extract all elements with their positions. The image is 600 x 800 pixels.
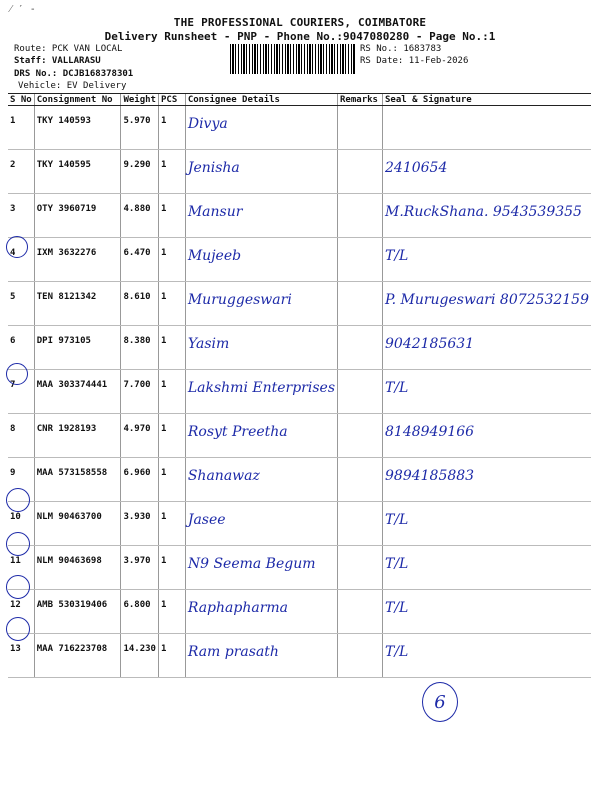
consignee-text: Yasim (187, 336, 230, 352)
circle-mark-10 (6, 488, 30, 512)
signature-text: T/L (385, 644, 409, 660)
remarks-cell (338, 414, 383, 458)
weight-cell (121, 194, 159, 238)
consignee-text: Ram prasath (187, 644, 279, 660)
consignee-cell (185, 150, 337, 194)
remarks-cell (338, 370, 383, 414)
sno-cell (8, 150, 34, 194)
col-weight: Weight (121, 94, 159, 106)
remarks-cell (338, 326, 383, 370)
col-consignee: Consignee Details (185, 94, 337, 106)
sno-cell (8, 282, 34, 326)
pcs-text: 1 (160, 160, 167, 170)
signature-text: T/L (385, 248, 409, 264)
weight-text: 6.960 (123, 468, 151, 478)
signature-cell (383, 370, 592, 414)
weight-cell (121, 326, 159, 370)
signature-text: 9042185631 (385, 336, 475, 352)
rs-number: RS No.: 1683783 (360, 44, 442, 54)
consignee-cell (185, 634, 337, 678)
route-label: Route: PCK VAN LOCAL (14, 44, 123, 54)
table-row (8, 194, 591, 238)
consignee-cell (185, 194, 337, 238)
consignment-text: OTY 3960719 (36, 204, 97, 214)
remarks-cell (338, 590, 383, 634)
weight-cell (121, 106, 159, 150)
pcs-cell (158, 194, 185, 238)
remarks-cell (338, 238, 383, 282)
consignee-cell (185, 458, 337, 502)
pcs-text: 1 (160, 116, 167, 126)
consignment-text: MAA 573158558 (36, 468, 108, 478)
consignee-text: N9 Seema Begum (187, 556, 316, 572)
consignment-text: IXM 3632276 (36, 248, 97, 258)
weight-text: 7.700 (123, 380, 151, 390)
pcs-cell (158, 282, 185, 326)
table-row (8, 150, 591, 194)
sno-text: 3 (10, 204, 16, 214)
runsheet-subtitle: Delivery Runsheet - PNP - Phone No.:9047080280 - Page No.:1 (104, 30, 496, 43)
signature-text: T/L (385, 512, 409, 528)
weight-text: 8.380 (123, 336, 151, 346)
pcs-text: 1 (160, 248, 167, 258)
table-row (8, 458, 591, 502)
weight-text: 3.930 (123, 512, 151, 522)
consignment-cell (34, 106, 121, 150)
sno-cell (8, 414, 34, 458)
consignment-cell (34, 282, 121, 326)
consignee-cell (185, 282, 337, 326)
consignee-cell (185, 106, 337, 150)
weight-cell (121, 502, 159, 546)
sno-text: 8 (10, 424, 16, 434)
consignment-text: TKY 140593 (36, 116, 91, 126)
pcs-text: 1 (160, 292, 167, 302)
remarks-cell (338, 458, 383, 502)
consignment-text: MAA 303374441 (36, 380, 108, 390)
sno-text: 7 (10, 380, 16, 390)
weight-text: 9.290 (123, 160, 151, 170)
table-row (8, 326, 591, 370)
pcs-text: 1 (160, 424, 167, 434)
signature-text: 2410654 (385, 160, 448, 176)
pcs-cell (158, 238, 185, 282)
sno-text: 10 (10, 512, 21, 522)
weight-cell (121, 634, 159, 678)
signature-text: 9894185883 (385, 468, 475, 484)
consignment-text: MAA 716223708 (36, 644, 108, 654)
pcs-cell (158, 502, 185, 546)
signature-text: T/L (385, 556, 409, 572)
barcode-image (230, 44, 356, 74)
consignment-text: TEN 8121342 (36, 292, 97, 302)
weight-text: 4.880 (123, 204, 151, 214)
corner-marks: ⁄ ′ ‐ (10, 4, 36, 15)
table-row (8, 414, 591, 458)
sno-text: 9 (10, 468, 16, 478)
pcs-text: 1 (160, 600, 167, 610)
remarks-cell (338, 150, 383, 194)
consignment-cell (34, 414, 121, 458)
signature-cell (383, 194, 592, 238)
rs-date: RS Date: 11-Feb-2026 (360, 56, 469, 66)
consignment-text: DPI 973105 (36, 336, 91, 346)
col-consignment: Consignment No (34, 94, 121, 106)
pcs-cell (158, 458, 185, 502)
sno-text: 2 (10, 160, 16, 170)
consignee-text: Shanawaz (187, 468, 260, 484)
circle-mark-12 (6, 575, 30, 599)
pcs-text: 1 (160, 512, 167, 522)
signature-text: T/L (385, 380, 409, 396)
consignment-text: NLM 90463700 (36, 512, 102, 522)
signature-cell (383, 106, 592, 150)
weight-cell (121, 546, 159, 590)
sno-cell (8, 194, 34, 238)
consignee-text: Jenisha (187, 160, 240, 176)
consignee-cell (185, 502, 337, 546)
weight-text: 4.970 (123, 424, 151, 434)
signature-cell (383, 326, 592, 370)
remarks-cell (338, 106, 383, 150)
consignment-cell (34, 502, 121, 546)
sno-cell (8, 106, 34, 150)
col-sno: S No (8, 94, 34, 106)
weight-cell (121, 590, 159, 634)
signature-cell (383, 150, 592, 194)
table-row (8, 634, 591, 678)
sno-text: 13 (10, 644, 21, 654)
consignment-text: TKY 140595 (36, 160, 91, 170)
weight-text: 3.970 (123, 556, 151, 566)
signature-text: T/L (385, 600, 409, 616)
pcs-cell (158, 414, 185, 458)
consignee-cell (185, 414, 337, 458)
vehicle-label: Vehicle: EV Delivery (18, 81, 127, 91)
pcs-text: 1 (160, 644, 167, 654)
staff-label: Staff: VALLARASU (14, 56, 101, 66)
sno-text: 5 (10, 292, 16, 302)
consignment-cell (34, 590, 121, 634)
consignment-cell (34, 150, 121, 194)
signature-cell (383, 238, 592, 282)
sno-text: 4 (10, 248, 16, 258)
signature-cell (383, 458, 592, 502)
remarks-cell (338, 194, 383, 238)
consignee-text: Lakshmi Enterprises (187, 380, 336, 396)
consignee-text: Raphapharma (187, 600, 289, 616)
sno-text: 1 (10, 116, 16, 126)
consignee-text: Divya (187, 116, 228, 132)
signature-text: P. Murugeswari 8072532159 (385, 292, 589, 308)
pcs-cell (158, 634, 185, 678)
consignee-cell (185, 326, 337, 370)
circle-mark-13 (6, 617, 30, 641)
pcs-text: 1 (160, 336, 167, 346)
pcs-cell (158, 590, 185, 634)
consignment-cell (34, 326, 121, 370)
remarks-cell (338, 634, 383, 678)
weight-cell (121, 458, 159, 502)
remarks-cell (338, 546, 383, 590)
consignment-cell (34, 634, 121, 678)
consignment-text: NLM 90463698 (36, 556, 102, 566)
pcs-cell (158, 150, 185, 194)
signature-cell (383, 414, 592, 458)
table-row (8, 238, 591, 282)
signature-text: M.RuckShana. 9543539355 (385, 204, 582, 220)
signature-cell (383, 634, 592, 678)
col-remarks: Remarks (338, 94, 383, 106)
consignee-text: Muruggeswari (187, 292, 292, 308)
remarks-cell (338, 282, 383, 326)
pcs-cell (158, 106, 185, 150)
consignment-cell (34, 238, 121, 282)
table-row (8, 546, 591, 590)
company-title: THE PROFESSIONAL COURIERS, COIMBATORE (173, 16, 427, 29)
circle-mark-7 (6, 363, 28, 385)
weight-text: 14.230 (123, 644, 156, 654)
delivery-table (8, 93, 591, 678)
consignee-cell (185, 370, 337, 414)
col-pcs: PCS (158, 94, 185, 106)
consignee-text: Mujeeb (187, 248, 242, 264)
weight-text: 5.970 (123, 116, 151, 126)
consignee-text: Jasee (187, 512, 226, 528)
consignment-cell (34, 546, 121, 590)
table-row (8, 502, 591, 546)
pcs-text: 1 (160, 556, 167, 566)
pcs-cell (158, 326, 185, 370)
consignee-cell (185, 546, 337, 590)
signature-cell (383, 590, 592, 634)
total-count-circle: 6 (422, 682, 458, 722)
weight-cell (121, 238, 159, 282)
consignment-cell (34, 458, 121, 502)
weight-text: 8.610 (123, 292, 151, 302)
consignment-text: AMB 530319406 (36, 600, 108, 610)
consignee-text: Rosyt Preetha (187, 424, 288, 440)
drs-number: DRS No.: DCJB168378301 (14, 69, 134, 79)
table-row (8, 282, 591, 326)
circle-mark-4 (6, 236, 28, 258)
weight-cell (121, 282, 159, 326)
pcs-text: 1 (160, 204, 167, 214)
consignee-cell (185, 590, 337, 634)
table-row (8, 590, 591, 634)
consignment-cell (34, 370, 121, 414)
weight-cell (121, 150, 159, 194)
sno-text: 6 (10, 336, 16, 346)
signature-cell (383, 282, 592, 326)
weight-text: 6.800 (123, 600, 151, 610)
table-header-row (8, 94, 591, 106)
pcs-text: 1 (160, 380, 167, 390)
consignee-cell (185, 238, 337, 282)
sno-text: 11 (10, 556, 21, 566)
signature-text: 8148949166 (385, 424, 475, 440)
weight-cell (121, 370, 159, 414)
table-row (8, 106, 591, 150)
consignment-text: CNR 1928193 (36, 424, 97, 434)
table-row (8, 370, 591, 414)
weight-cell (121, 414, 159, 458)
pcs-text: 1 (160, 468, 167, 478)
consignee-text: Mansur (187, 204, 243, 220)
circle-mark-11 (6, 532, 30, 556)
col-signature: Seal & Signature (383, 94, 592, 106)
weight-text: 6.470 (123, 248, 151, 258)
consignment-cell (34, 194, 121, 238)
sno-text: 12 (10, 600, 21, 610)
signature-cell (383, 546, 592, 590)
pcs-cell (158, 370, 185, 414)
pcs-cell (158, 546, 185, 590)
remarks-cell (338, 502, 383, 546)
signature-cell (383, 502, 592, 546)
